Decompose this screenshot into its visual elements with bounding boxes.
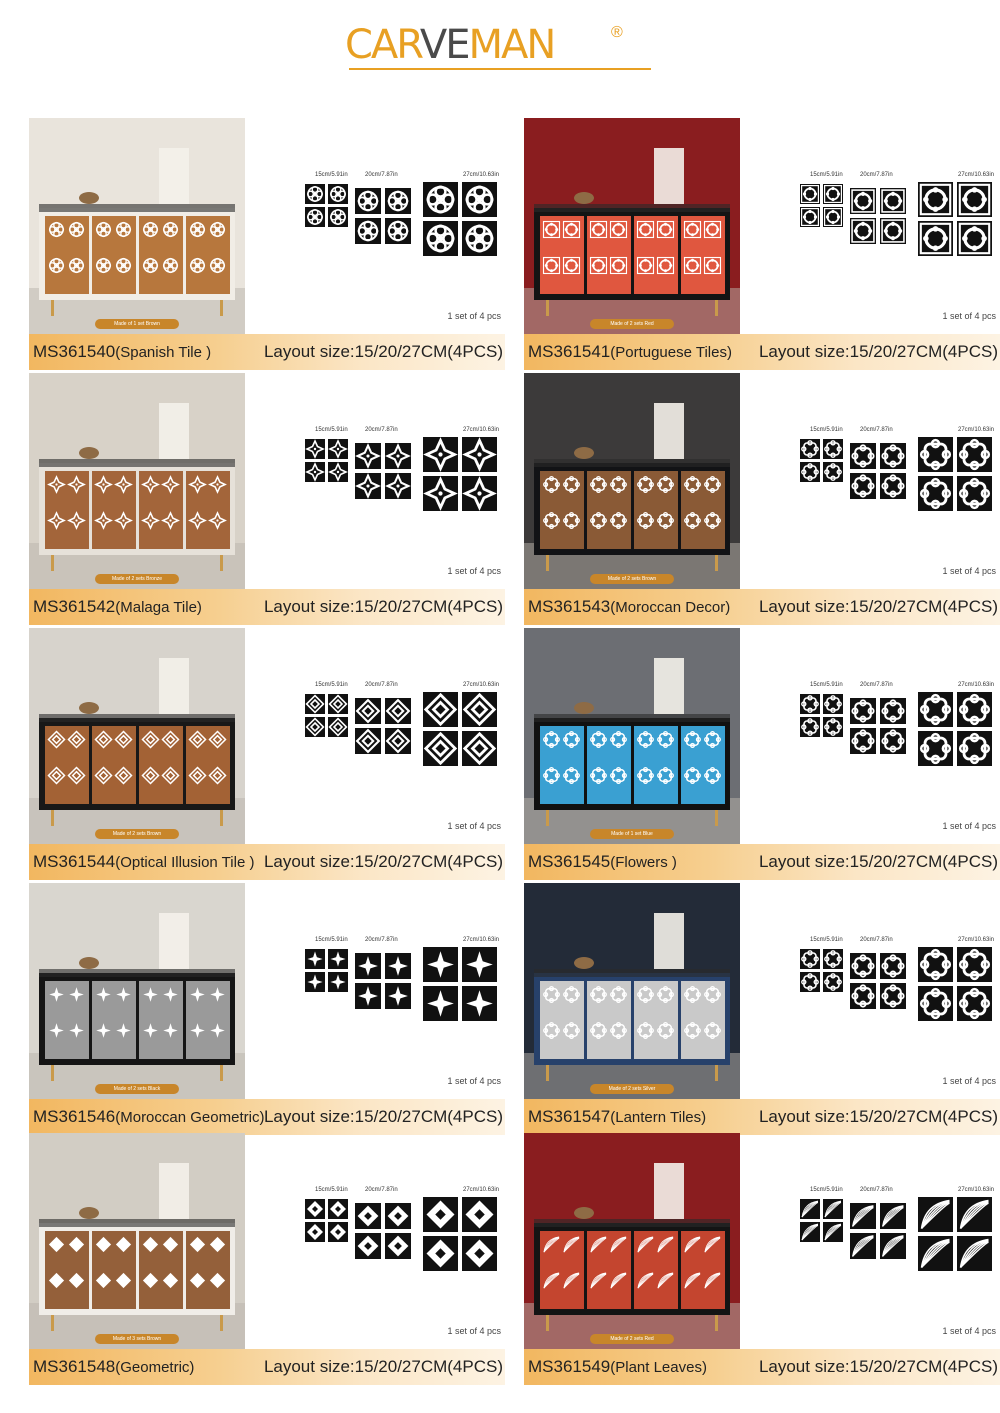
size-label: 15cm/5.91in (315, 1187, 348, 1193)
product-photo (29, 628, 245, 844)
set-count-note: 1 set of 4 pcs (942, 311, 996, 321)
tile-piece (462, 986, 497, 1021)
product-name: (Portuguese Tiles) (610, 344, 732, 361)
layout-size-label: Layout size:15/20/27CM(4PCS) (758, 1357, 998, 1376)
tile-piece (918, 182, 953, 217)
tile-piece (385, 218, 411, 244)
product-caption-band (524, 1349, 1000, 1385)
tile-piece (462, 221, 497, 256)
product-photo (524, 118, 740, 334)
tile-piece (385, 473, 411, 499)
set-count-note: 1 set of 4 pcs (447, 1326, 501, 1336)
tile-set-preview (423, 437, 497, 511)
tile-piece (880, 983, 906, 1009)
tile-piece (385, 1233, 411, 1259)
tile-piece (305, 207, 325, 227)
product-photo-frame (29, 883, 245, 1099)
product-photo-frame (524, 1133, 740, 1349)
brand-name: CARVEMAN (345, 22, 555, 68)
product-card (29, 118, 505, 370)
tile-piece (328, 1199, 348, 1219)
product-name: (Lantern Tiles) (610, 1109, 707, 1126)
size-label: 15cm/5.91in (315, 172, 348, 178)
tile-piece (918, 1197, 953, 1232)
made-of-label: Made of 2 sets Red (590, 1334, 674, 1344)
size-label: 27cm/10.63in (463, 172, 500, 178)
tile-piece (880, 953, 906, 979)
tile-piece (385, 443, 411, 469)
product-name: (Plant Leaves) (610, 1359, 707, 1376)
tile-piece (800, 717, 820, 737)
tile-set-preview (423, 947, 497, 1021)
tile-set-preview (305, 184, 348, 227)
tile-piece (328, 1222, 348, 1242)
product-card (524, 628, 1000, 880)
tile-set-preview (800, 694, 843, 737)
tile-piece (823, 207, 843, 227)
product-name: (Optical Illusion Tile ) (115, 854, 255, 871)
product-card (29, 883, 505, 1135)
product-photo-frame (524, 118, 740, 334)
tile-piece (462, 476, 497, 511)
tile-piece (328, 949, 348, 969)
product-card (29, 1133, 505, 1385)
tile-piece (850, 1203, 876, 1229)
product-caption-band (29, 1349, 505, 1385)
tile-piece (918, 731, 953, 766)
size-label: 15cm/5.91in (810, 1187, 843, 1193)
tile-size-chart (257, 628, 505, 844)
tile-piece (823, 949, 843, 969)
tile-set-preview (355, 443, 411, 499)
tile-piece (385, 953, 411, 979)
size-label: 20cm/7.87in (365, 682, 398, 688)
tile-piece (957, 1197, 992, 1232)
tile-piece (305, 462, 325, 482)
tile-piece (850, 698, 876, 724)
tile-set-preview (355, 698, 411, 754)
set-count-note: 1 set of 4 pcs (942, 1076, 996, 1086)
tile-piece (800, 1222, 820, 1242)
tile-piece (305, 184, 325, 204)
product-code (528, 342, 732, 362)
tile-piece (423, 182, 458, 217)
size-label: 27cm/10.63in (958, 682, 995, 688)
tile-size-chart (752, 373, 1000, 589)
size-label: 27cm/10.63in (463, 427, 500, 433)
tile-piece (880, 1203, 906, 1229)
tile-set-preview (423, 1197, 497, 1271)
layout-size-label: Layout size:15/20/27CM(4PCS) (263, 342, 503, 361)
product-id: MS361549 (528, 1357, 611, 1376)
product-photo (29, 373, 245, 589)
tile-piece (880, 728, 906, 754)
tile-piece (800, 439, 820, 459)
tile-piece (823, 972, 843, 992)
product-card (524, 373, 1000, 625)
tile-piece (957, 986, 992, 1021)
tile-piece (328, 717, 348, 737)
size-label: 20cm/7.87in (365, 172, 398, 178)
product-id: MS361544 (33, 852, 116, 871)
tile-piece (880, 473, 906, 499)
tile-set-preview (850, 443, 906, 499)
product-caption-band (524, 334, 1000, 370)
tile-piece (918, 692, 953, 727)
tile-size-chart (257, 1133, 505, 1349)
product-card (524, 1133, 1000, 1385)
tile-set-preview (355, 953, 411, 1009)
product-code (528, 1357, 707, 1377)
size-label: 20cm/7.87in (365, 427, 398, 433)
tile-piece (355, 473, 381, 499)
tile-size-chart (257, 373, 505, 589)
size-label: 27cm/10.63in (958, 937, 995, 943)
tile-piece (305, 1199, 325, 1219)
tile-set-preview (355, 1203, 411, 1259)
made-of-label: Made of 2 sets Silver (590, 1084, 674, 1094)
tile-piece (423, 986, 458, 1021)
logo-underline (349, 68, 651, 70)
layout-size-label: Layout size:15/20/27CM(4PCS) (263, 1357, 503, 1376)
tile-piece (355, 443, 381, 469)
product-name: (Flowers ) (610, 854, 677, 871)
product-photo (524, 883, 740, 1099)
tile-piece (800, 207, 820, 227)
product-code (33, 342, 211, 362)
tile-piece (355, 1233, 381, 1259)
product-card (29, 628, 505, 880)
tile-piece (800, 949, 820, 969)
product-id: MS361543 (528, 597, 611, 616)
made-of-label: Made of 2 sets Red (590, 319, 674, 329)
tile-piece (423, 731, 458, 766)
product-photo-frame (29, 1133, 245, 1349)
tile-piece (823, 717, 843, 737)
made-of-label: Made of 2 sets Black (95, 1084, 179, 1094)
product-caption-band (524, 589, 1000, 625)
tile-set-preview (850, 698, 906, 754)
set-count-note: 1 set of 4 pcs (447, 821, 501, 831)
tile-piece (918, 947, 953, 982)
tile-piece (800, 462, 820, 482)
product-id: MS361541 (528, 342, 611, 361)
tile-piece (462, 692, 497, 727)
tile-piece (355, 698, 381, 724)
tile-set-preview (918, 437, 992, 511)
tile-size-chart (752, 118, 1000, 334)
tile-piece (328, 207, 348, 227)
tile-piece (957, 692, 992, 727)
tile-piece (823, 694, 843, 714)
product-id: MS361540 (33, 342, 116, 361)
product-photo (29, 1133, 245, 1349)
product-code (33, 1357, 194, 1377)
product-photo-frame (524, 628, 740, 844)
tile-set-preview (850, 188, 906, 244)
product-code (33, 852, 254, 872)
product-caption-band (524, 844, 1000, 880)
product-photo (524, 1133, 740, 1349)
tile-piece (918, 437, 953, 472)
tile-piece (823, 184, 843, 204)
product-card (29, 373, 505, 625)
tile-piece (423, 437, 458, 472)
tile-piece (957, 437, 992, 472)
tile-set-preview (423, 182, 497, 256)
tile-piece (918, 1236, 953, 1271)
tile-set-preview (423, 692, 497, 766)
tile-piece (305, 694, 325, 714)
product-code (528, 597, 730, 617)
tile-piece (918, 476, 953, 511)
product-photo-frame (29, 628, 245, 844)
tile-piece (850, 728, 876, 754)
product-code (528, 1107, 706, 1127)
tile-piece (850, 188, 876, 214)
tile-size-chart (752, 1133, 1000, 1349)
tile-piece (328, 694, 348, 714)
size-label: 20cm/7.87in (860, 172, 893, 178)
set-count-note: 1 set of 4 pcs (942, 821, 996, 831)
tile-set-preview (800, 439, 843, 482)
size-label: 15cm/5.91in (315, 682, 348, 688)
tile-set-preview (305, 439, 348, 482)
set-count-note: 1 set of 4 pcs (447, 311, 501, 321)
product-photo-frame (524, 373, 740, 589)
tile-set-preview (850, 1203, 906, 1259)
size-label: 20cm/7.87in (365, 1187, 398, 1193)
tile-piece (918, 986, 953, 1021)
registered-mark: ® (611, 24, 623, 41)
tile-piece (918, 221, 953, 256)
product-name: (Malaga Tile) (115, 599, 202, 616)
product-name: (Moroccan Geometric) (115, 1109, 265, 1126)
tile-piece (823, 462, 843, 482)
made-of-label: Made of 1 set Blue (590, 829, 674, 839)
tile-set-preview (918, 182, 992, 256)
tile-piece (423, 947, 458, 982)
size-label: 27cm/10.63in (958, 1187, 995, 1193)
tile-piece (385, 983, 411, 1009)
layout-size-label: Layout size:15/20/27CM(4PCS) (263, 597, 503, 616)
tile-piece (423, 221, 458, 256)
tile-piece (328, 972, 348, 992)
tile-piece (423, 1197, 458, 1232)
tile-piece (880, 1233, 906, 1259)
tile-piece (423, 476, 458, 511)
tile-set-preview (800, 949, 843, 992)
product-code (33, 1107, 264, 1127)
size-label: 20cm/7.87in (860, 682, 893, 688)
product-code (528, 852, 677, 872)
product-id: MS361547 (528, 1107, 611, 1126)
size-label: 27cm/10.63in (958, 427, 995, 433)
made-of-label: Made of 1 set Brown (95, 319, 179, 329)
tile-piece (305, 1222, 325, 1242)
tile-piece (800, 972, 820, 992)
tile-piece (800, 694, 820, 714)
tile-piece (957, 1236, 992, 1271)
tile-size-chart (752, 883, 1000, 1099)
product-name: (Moroccan Decor) (610, 599, 731, 616)
tile-piece (355, 983, 381, 1009)
tile-size-chart (257, 118, 505, 334)
tile-piece (880, 698, 906, 724)
set-count-note: 1 set of 4 pcs (447, 566, 501, 576)
tile-piece (328, 462, 348, 482)
size-label: 20cm/7.87in (365, 937, 398, 943)
product-card (524, 118, 1000, 370)
tile-piece (462, 437, 497, 472)
tile-piece (305, 717, 325, 737)
product-photo-frame (29, 373, 245, 589)
tile-piece (880, 188, 906, 214)
product-code (33, 597, 202, 617)
tile-piece (423, 1236, 458, 1271)
size-label: 15cm/5.91in (810, 427, 843, 433)
tile-piece (355, 1203, 381, 1229)
product-id: MS361545 (528, 852, 611, 871)
tile-piece (328, 184, 348, 204)
set-count-note: 1 set of 4 pcs (447, 1076, 501, 1086)
size-label: 27cm/10.63in (463, 682, 500, 688)
tile-piece (328, 439, 348, 459)
made-of-label: Made of 3 sets Brown (95, 1334, 179, 1344)
tile-piece (305, 949, 325, 969)
tile-piece (957, 221, 992, 256)
tile-set-preview (918, 692, 992, 766)
product-name: (Spanish Tile ) (115, 344, 212, 361)
brand-logo (345, 22, 655, 74)
tile-piece (462, 947, 497, 982)
tile-piece (385, 1203, 411, 1229)
tile-set-preview (355, 188, 411, 244)
size-label: 27cm/10.63in (463, 937, 500, 943)
product-photo (524, 628, 740, 844)
tile-piece (423, 692, 458, 727)
product-caption-band (29, 844, 505, 880)
product-caption-band (29, 589, 505, 625)
tile-piece (355, 188, 381, 214)
product-photo-frame (524, 883, 740, 1099)
product-caption-band (524, 1099, 1000, 1135)
product-name: (Geometric) (115, 1359, 195, 1376)
tile-set-preview (305, 694, 348, 737)
made-of-label: Made of 2 sets Bronze (95, 574, 179, 584)
size-label: 15cm/5.91in (810, 937, 843, 943)
product-id: MS361546 (33, 1107, 116, 1126)
layout-size-label: Layout size:15/20/27CM(4PCS) (758, 342, 998, 361)
tile-piece (823, 1222, 843, 1242)
tile-piece (850, 1233, 876, 1259)
tile-piece (957, 731, 992, 766)
tile-piece (800, 184, 820, 204)
tile-piece (880, 443, 906, 469)
tile-piece (305, 439, 325, 459)
size-label: 15cm/5.91in (315, 427, 348, 433)
product-card (524, 883, 1000, 1135)
tile-piece (462, 1197, 497, 1232)
tile-piece (880, 218, 906, 244)
made-of-label: Made of 2 sets Brown (95, 829, 179, 839)
tile-piece (355, 728, 381, 754)
size-label: 20cm/7.87in (860, 937, 893, 943)
tile-piece (957, 182, 992, 217)
tile-set-preview (305, 1199, 348, 1242)
size-label: 27cm/10.63in (958, 172, 995, 178)
product-photo (524, 373, 740, 589)
tile-set-preview (850, 953, 906, 1009)
product-photo (29, 883, 245, 1099)
tile-piece (850, 218, 876, 244)
product-id: MS361542 (33, 597, 116, 616)
made-of-label: Made of 2 sets Brown (590, 574, 674, 584)
product-photo (29, 118, 245, 334)
size-label: 20cm/7.87in (860, 1187, 893, 1193)
tile-piece (355, 953, 381, 979)
tile-size-chart (257, 883, 505, 1099)
size-label: 15cm/5.91in (315, 937, 348, 943)
tile-piece (957, 947, 992, 982)
tile-piece (823, 1199, 843, 1219)
tile-piece (850, 983, 876, 1009)
tile-set-preview (305, 949, 348, 992)
product-caption-band (29, 334, 505, 370)
tile-piece (850, 953, 876, 979)
tile-piece (385, 188, 411, 214)
tile-set-preview (800, 184, 843, 227)
set-count-note: 1 set of 4 pcs (942, 566, 996, 576)
size-label: 27cm/10.63in (463, 1187, 500, 1193)
tile-piece (462, 182, 497, 217)
product-id: MS361548 (33, 1357, 116, 1376)
tile-piece (800, 1199, 820, 1219)
layout-size-label: Layout size:15/20/27CM(4PCS) (263, 852, 503, 871)
tile-size-chart (752, 628, 1000, 844)
layout-size-label: Layout size:15/20/27CM(4PCS) (758, 597, 998, 616)
size-label: 20cm/7.87in (860, 427, 893, 433)
tile-piece (850, 473, 876, 499)
set-count-note: 1 set of 4 pcs (942, 1326, 996, 1336)
tile-piece (462, 1236, 497, 1271)
layout-size-label: Layout size:15/20/27CM(4PCS) (263, 1107, 503, 1126)
product-caption-band (29, 1099, 505, 1135)
tile-piece (462, 731, 497, 766)
tile-piece (850, 443, 876, 469)
tile-piece (355, 218, 381, 244)
size-label: 15cm/5.91in (810, 682, 843, 688)
tile-piece (385, 728, 411, 754)
layout-size-label: Layout size:15/20/27CM(4PCS) (758, 852, 998, 871)
tile-piece (385, 698, 411, 724)
tile-set-preview (918, 947, 992, 1021)
tile-piece (823, 439, 843, 459)
product-photo-frame (29, 118, 245, 334)
layout-size-label: Layout size:15/20/27CM(4PCS) (758, 1107, 998, 1126)
tile-set-preview (800, 1199, 843, 1242)
tile-piece (957, 476, 992, 511)
size-label: 15cm/5.91in (810, 172, 843, 178)
tile-piece (305, 972, 325, 992)
tile-set-preview (918, 1197, 992, 1271)
